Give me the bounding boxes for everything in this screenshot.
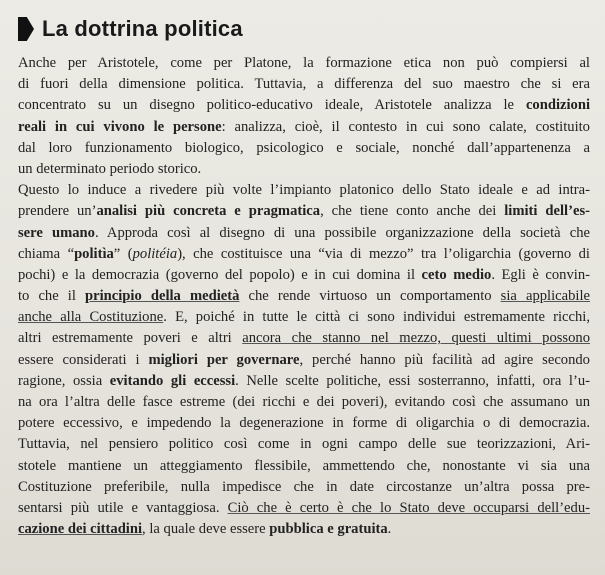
- text-run: na ora l’altra delle fasce estreme (dei ricchi e dei poveri), evitando così che assumano un: [18, 394, 590, 410]
- text-run: prendere un’: [18, 203, 97, 220]
- text-line: [18, 371, 590, 392]
- text-line: [18, 138, 590, 159]
- text-line: [18, 244, 590, 265]
- text-line: [18, 223, 590, 244]
- text-line: [18, 519, 590, 540]
- text-run: Costituzione preferibile, nulla impedisce che in date circostanze un’altra possa pre-: [18, 478, 590, 495]
- text-line: [18, 328, 590, 349]
- text-run: : analizza, cioè, il contesto in cui sono calate, costituito: [221, 118, 590, 135]
- text-run: pubblica e gratuita: [269, 521, 388, 538]
- text-run: stotele mantiene un atteggiamento flessibile, ammettendo che, nonostante vi sia una: [18, 457, 590, 474]
- text-line: [18, 265, 590, 286]
- text-line: [18, 74, 590, 95]
- text-run: potere eccessivo, e impedendo la degenerazione in forme di oligarchia o di democrazia.: [18, 415, 590, 432]
- text-run: reali in cui vivono le persone: [18, 118, 222, 135]
- text-run: pochi) e la democrazia (governo del popolo) e in cui domina il: [18, 266, 422, 283]
- text-run: sere umano: [18, 224, 95, 241]
- section-title: La dottrina politica: [42, 16, 243, 41]
- text-run: politéia: [132, 245, 178, 262]
- text-run: dal loro funzionamento biologico, psicologico e sociale, nonché dall’appartenenza a: [18, 139, 590, 156]
- text-run: , la quale deve essere: [142, 521, 270, 538]
- text-run: Questo lo induce a rivedere più volte l’impianto platonico dello Stato ideale e ad intra-: [18, 182, 590, 199]
- text-run: . Egli è convin-: [491, 266, 590, 283]
- text-run: analisi più concreta e pragmatica: [96, 203, 321, 220]
- text-run: sentarsi più utile e vantaggiosa.: [18, 499, 228, 516]
- text-run: essere considerati i: [18, 351, 149, 368]
- text-run: concentrato su un disegno politico-educativo ideale, Aristotele analizza le: [18, 97, 526, 114]
- text-run: chiama “: [18, 245, 75, 262]
- text-run: anche alla Costituzione: [18, 309, 164, 326]
- text-line: [18, 201, 590, 222]
- paragraph-intro: [18, 53, 598, 180]
- text-line: [18, 159, 590, 180]
- text-line: [18, 180, 590, 201]
- text-line: [18, 117, 590, 138]
- text-run: limiti dell’es-: [504, 203, 590, 220]
- text-run: Tuttavia, nel pensiero politico così come in ogni campo delle sue teorizzazioni, Ari-: [18, 436, 590, 453]
- text-run: di fuori della dimensione politica. Tuttavia, a differenza del suo maestro che si era: [18, 76, 590, 93]
- text-run: un determinato periodo storico.: [18, 160, 202, 177]
- text-run: to che il: [18, 288, 85, 305]
- text-run: ” (: [113, 245, 133, 262]
- text-run: Ciò che è certo è che lo Stato deve occuparsi dell’edu-: [227, 499, 590, 516]
- text-line: [18, 307, 590, 328]
- text-run: altri estremamente poveri e altri: [18, 330, 243, 347]
- text-run: ragione, ossia: [18, 372, 110, 389]
- text-line: [18, 498, 590, 519]
- text-line: [18, 286, 590, 307]
- text-line: [18, 456, 590, 477]
- text-run: evitando gli eccessi: [109, 372, 236, 389]
- text-line: [18, 434, 590, 455]
- text-run: , che tiene conto anche dei: [320, 203, 505, 220]
- text-run: politìa: [74, 245, 114, 262]
- section-marker-icon: [18, 17, 34, 41]
- text-line: [18, 53, 590, 74]
- text-run: cazione dei cittadini: [18, 521, 143, 538]
- text-run: migliori per governare: [148, 351, 300, 368]
- text-run: .: [387, 521, 392, 538]
- body-text: [18, 53, 598, 540]
- text-run: ), che costituisce una “via di mezzo” tra l’oligarchia (governo di: [177, 245, 590, 262]
- section-heading: [18, 12, 243, 46]
- paragraph-politia: [18, 180, 598, 540]
- text-run: che rende virtuoso un comportamento: [239, 288, 501, 305]
- text-run: . E, poiché in tutte le città ci sono individui estremamente ricchi,: [163, 309, 590, 326]
- text-line: [18, 95, 590, 116]
- text-run: ceto medio: [421, 266, 492, 283]
- text-line: [18, 477, 590, 498]
- text-run: Anche per Aristotele, come per Platone, la formazione etica non può compiersi al: [18, 55, 590, 71]
- text-line: [18, 392, 590, 413]
- text-run: condizioni: [525, 97, 590, 114]
- text-run: sia applicabile: [500, 288, 590, 305]
- text-run: , perché hanno più facilità ad agire secondo: [299, 351, 590, 368]
- text-run: . Nelle scelte politiche, essi sosterranno, infatti, ora l’u-: [235, 372, 590, 389]
- text-run: ancora che stanno nel mezzo, questi ultimi possono: [242, 330, 591, 347]
- text-run: principio della medietà: [85, 288, 240, 305]
- text-run: . Approda così al disegno di una possibile organizzazione della società che: [94, 224, 590, 241]
- text-line: [18, 413, 590, 434]
- text-line: [18, 350, 590, 371]
